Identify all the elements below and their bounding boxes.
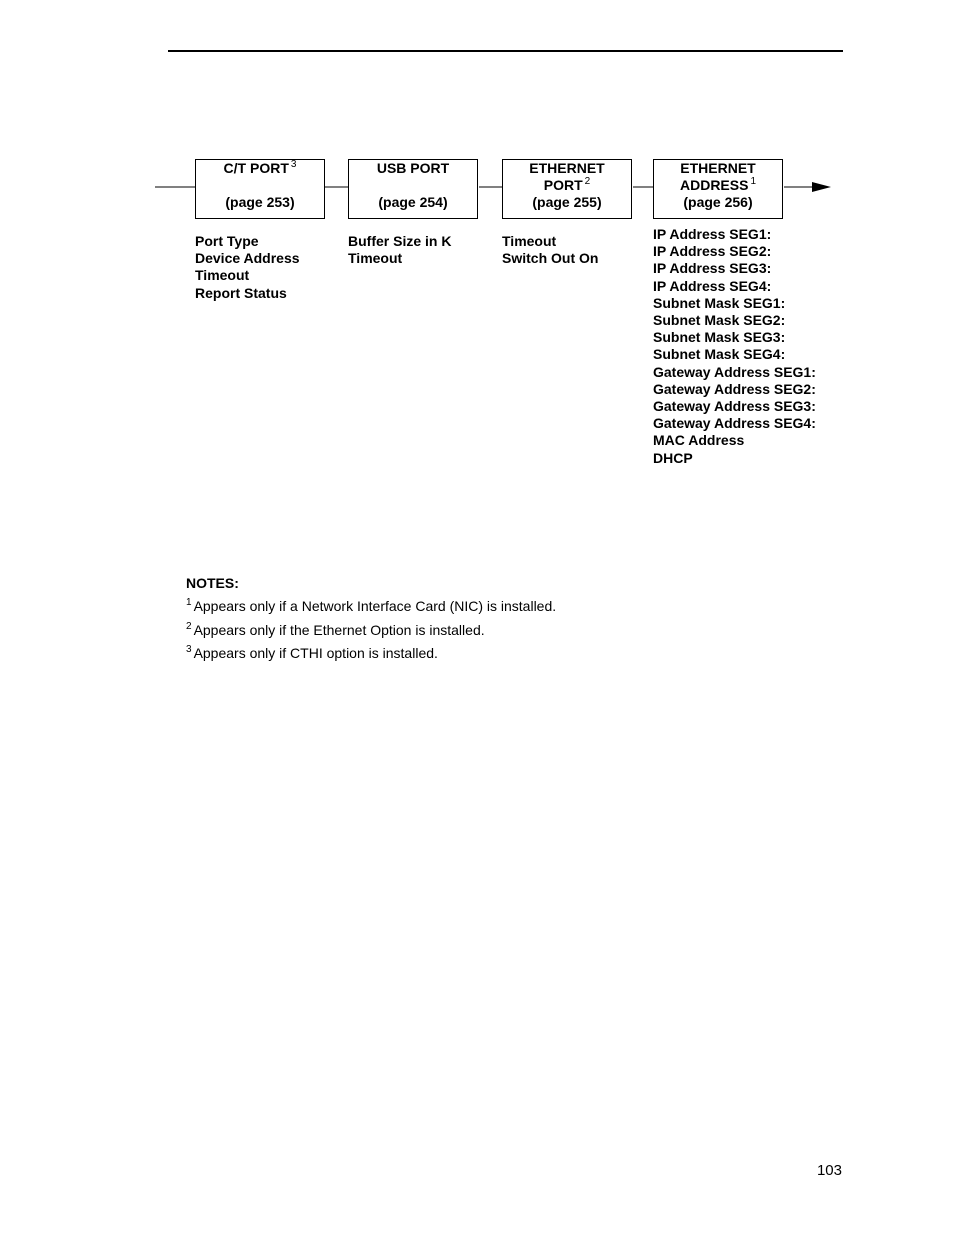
box-title-line2: PORT — [543, 177, 583, 193]
list-item: Timeout — [348, 250, 403, 267]
menu-box-ethernet-port — [502, 159, 632, 219]
note-number: 2 — [186, 620, 192, 632]
footnote-ref: 3 — [290, 159, 297, 170]
list-item: IP Address SEG3: — [653, 260, 772, 277]
note-item — [186, 598, 556, 615]
ethernet-port-item-list — [502, 233, 598, 267]
note-text: Appears only if a Network Interface Card (NIC) is installed. — [193, 598, 557, 614]
ethernet-address-item-list — [653, 226, 816, 467]
note-number: 3 — [186, 644, 192, 655]
list-item: Subnet Mask SEG1: — [653, 294, 786, 311]
note-text: Appears only if the Ethernet Option is installed. — [193, 621, 485, 638]
box-spacer — [349, 177, 477, 194]
note-item — [186, 622, 556, 639]
menu-flow-connectors — [0, 0, 954, 260]
footnote-ref: 1 — [750, 176, 757, 187]
list-item: Gateway Address SEG1: — [653, 363, 816, 380]
list-item: DHCP — [653, 449, 693, 466]
arrow-right-icon — [812, 182, 831, 192]
note-item — [186, 645, 556, 662]
list-item: MAC Address — [653, 432, 745, 449]
list-item: Subnet Mask SEG4: — [653, 346, 786, 363]
box-title-line1: ETHERNET — [529, 160, 605, 176]
list-item: Timeout — [502, 233, 557, 249]
box-page-ref: (page 253) — [225, 194, 295, 210]
page-number: 103 — [816, 1162, 842, 1179]
list-item: Report Status — [195, 284, 287, 301]
box-title-line2-wrap — [654, 177, 782, 194]
menu-box-usb-port — [348, 159, 478, 219]
note-number: 1 — [186, 597, 192, 608]
box-title: C/T PORT — [223, 160, 289, 176]
usb-port-item-list — [348, 233, 451, 267]
box-page-ref: (page 256) — [683, 194, 753, 210]
list-item: Buffer Size in K — [348, 233, 452, 249]
list-item: IP Address SEG2: — [653, 243, 772, 260]
list-item: Switch Out On — [502, 250, 599, 267]
footnote-ref: 2 — [584, 176, 591, 187]
menu-box-ct-port — [195, 159, 325, 219]
list-item: Device Address — [195, 250, 300, 267]
box-spacer — [196, 177, 324, 194]
box-title-line2-wrap — [503, 177, 631, 194]
list-item: Port Type — [195, 233, 259, 249]
list-item: Gateway Address SEG4: — [653, 415, 816, 432]
list-item: Gateway Address SEG3: — [653, 398, 816, 415]
list-item: Subnet Mask SEG2: — [653, 312, 786, 329]
notes-section — [186, 575, 556, 669]
list-item: Subnet Mask SEG3: — [653, 329, 786, 346]
menu-box-ethernet-address — [653, 159, 783, 219]
list-item: Gateway Address SEG2: — [653, 380, 816, 397]
list-item: IP Address SEG1: — [653, 226, 772, 242]
box-title: USB PORT — [376, 160, 450, 176]
ct-port-item-list — [195, 233, 300, 302]
box-page-ref: (page 255) — [532, 194, 602, 210]
box-title-line — [196, 160, 324, 177]
notes-title: NOTES: — [186, 575, 239, 591]
box-page-ref: (page 254) — [378, 194, 448, 210]
list-item: Timeout — [195, 267, 250, 284]
list-item: IP Address SEG4: — [653, 277, 772, 294]
box-title-line1: ETHERNET — [680, 160, 756, 176]
box-title-line2: ADDRESS — [679, 177, 749, 193]
note-text: Appears only if CTHI option is installed. — [193, 645, 438, 661]
